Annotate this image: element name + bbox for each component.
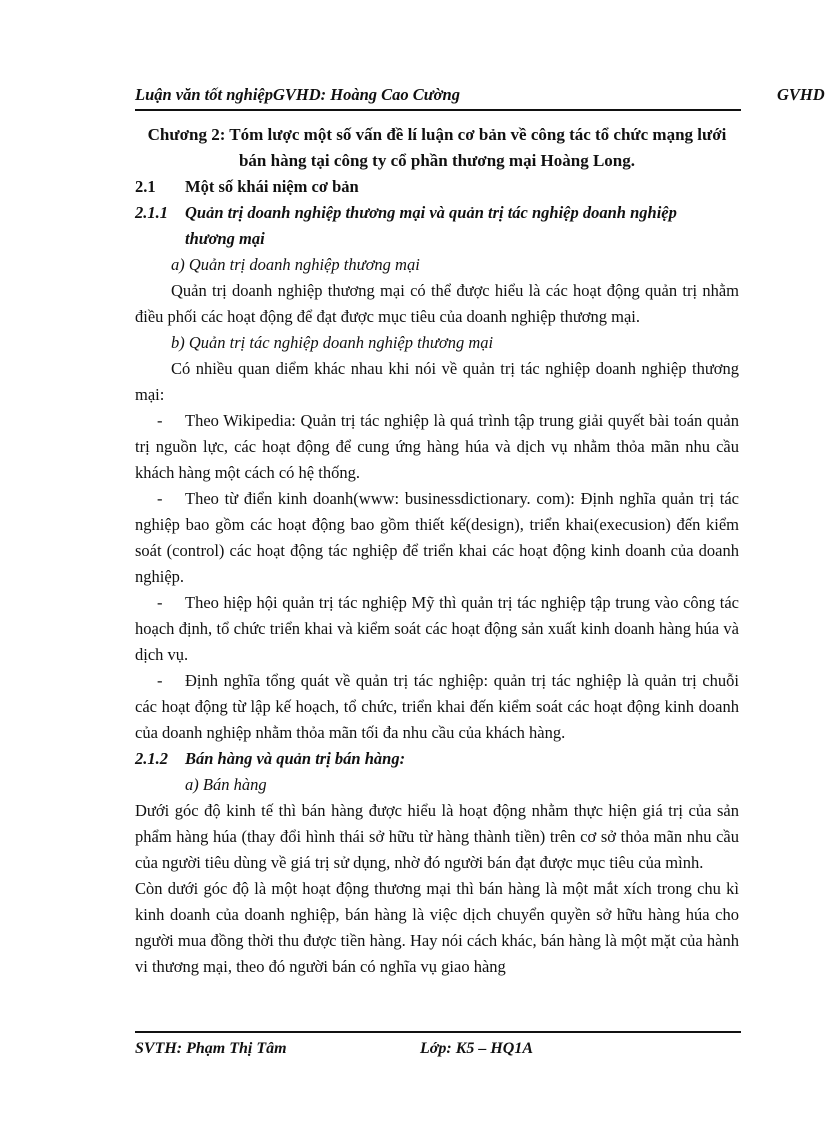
subheading-b: b) Quản trị tác nghiệp doanh nghiệp thương mại [171,333,494,352]
subheading-a: a) Bán hàng [185,775,267,794]
bullet-dash: - [157,593,163,612]
section-title: Một số khái niệm cơ bản [185,177,359,196]
bullet-dash: - [157,671,163,690]
document-body [135,122,739,980]
bullet-dash: - [157,411,163,430]
section-title: Bán hàng và quản trị bán hàng: [185,749,406,768]
paragraph: Có nhiều quan diểm khác nhau khi nói về quản trị tác nghiệp doanh nghiệp thương mại: [135,359,739,404]
header-title: Luận văn tốt nghiệpGVHD: Hoàng Cao Cường [135,85,460,104]
bullet-item [135,668,739,746]
section-heading-2-1-1 [135,200,739,226]
section-heading-2-1-2 [135,746,739,772]
header-rule [135,109,741,111]
section-number: 2.1 [135,177,156,196]
paragraph: Còn dưới góc độ là một hoạt động thương mại thì bán hàng là một mắt xích trong chu kì kinh doanh của doanh nghiệp, bán hàng là việc dịch chuyển quyền sở hữu hàng húa cho người mua đồng thời thu được tiền hàng. Hay nói cách khác, bán hàng là một mặt của hành vi thương mại, theo đó người bán có nghĩa vụ giao hàng [135,879,739,976]
bullet-text: Theo từ điển kinh doanh(www: businessdictionary. com): Định nghĩa quản trị tác nghiệp bao gồm các hoạt động bao gồm thiết kế(design), triển khai(execusion) đến kiểm soát (control) các hoạt động tác nghiệp để triển khai các hoạt động kinh doanh của doanh nghiệp. [135,489,739,586]
bullet-text: Định nghĩa tổng quát về quản trị tác nghiệp: quản trị tác nghiệp là quản trị chuỗi các hoạt động từ lập kế hoạch, tổ chức, triển khai đến kiểm soát các hoạt động kinh doanh của doanh nghiệp nhằm thỏa mãn tối đa nhu cầu của khách hàng. [135,671,739,742]
paragraph: Quản trị doanh nghiệp thương mại có thể được hiểu là các hoạt động quản trị nhằm điều phối các hoạt động để đạt được mục tiêu của doanh nghiệp thương mại. [135,281,739,326]
footer-rule [135,1031,741,1033]
bullet-item [135,590,739,668]
paragraph: Dưới góc độ kinh tế thì bán hàng được hiểu là hoạt động nhằm thực hiện giá trị của sản phẩm hàng húa (thay đổi hình thái sở hữu từ hàng thành tiền) trên cơ sở thỏa mãn nhu cầu của người tiêu dùng về giá trị sử dụng, nhờ đó người bán đạt được mục tiêu của mình. [135,801,739,872]
footer-student: SVTH: Phạm Thị Tâm [135,1040,287,1057]
section-number: 2.1.2 [135,749,168,768]
subheading-a: a) Quản trị doanh nghiệp thương mại [171,255,420,274]
section-heading-2-1 [135,174,739,200]
chapter-title: Chương 2: Tóm lược một số vấn đề lí luận cơ bản về công tác tổ chức mạng lưới bán hàng tại công ty cổ phần thương mại Hoàng Long. [147,125,727,170]
section-number: 2.1.1 [135,203,168,222]
bullet-text: Theo Wikipedia: Quản trị tác nghiệp là quá trình tập trung giải quyết bài toán quản trị nguồn lực, các hoạt động để cung ứng hàng húa và dịch vụ nhằm thỏa mãn nhu cầu khách hàng một cách có hệ thống. [135,411,739,482]
section-title-continued: thương mại [185,229,265,248]
footer-class: Lớp: K5 – HQ1A [420,1040,534,1057]
header-right-text: GVHD [777,85,825,104]
bullet-item [135,408,739,486]
section-title: Quản trị doanh nghiệp thương mại và quản trị tác nghiệp doanh nghiệp [185,203,677,222]
bullet-item [135,486,739,590]
bullet-text: Theo hiệp hội quản trị tác nghiệp Mỹ thì quản trị tác nghiệp tập trung vào công tác hoạch định, tổ chức triển khai và kiểm soát các hoạt động sản xuất kinh doanh hàng húa và dịch vụ. [135,593,739,664]
bullet-dash: - [157,489,163,508]
